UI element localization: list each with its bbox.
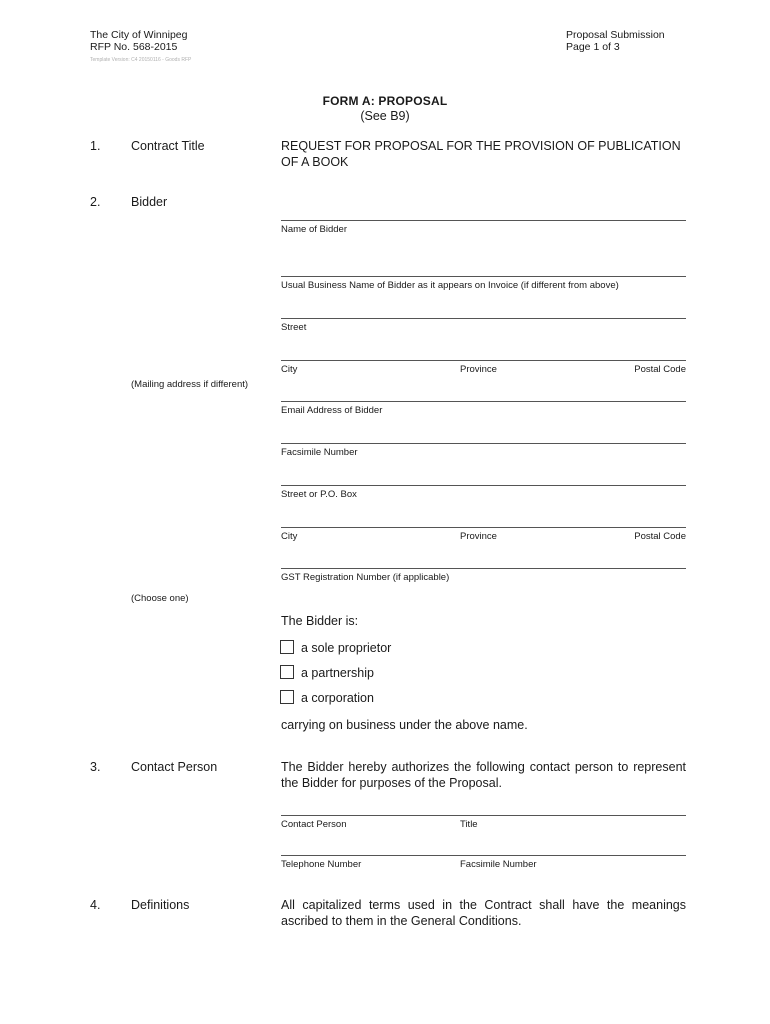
contact-person-description: The Bidder hereby authorizes the following contact person to represent the Bidder for purposes of the Proposal.: [281, 760, 686, 790]
mailing-city-label: City: [281, 531, 298, 542]
section-2-label: Bidder: [131, 195, 168, 209]
form-subtitle: (See B9): [360, 109, 410, 123]
section-3-number: 3.: [90, 760, 101, 774]
contract-title-line-1: REQUEST FOR PROPOSAL FOR THE PROVISION OF PUBLICATION: [281, 139, 681, 153]
city-province-postal-line[interactable]: [281, 360, 686, 361]
facsimile-label: Facsimile Number: [281, 447, 358, 458]
street-po-box-line[interactable]: [281, 485, 686, 486]
street-label: Street: [281, 322, 307, 333]
section-1-label: Contract Title: [131, 139, 205, 153]
corporation-checkbox[interactable]: [280, 690, 294, 704]
mailing-postal-code-label: Postal Code: [634, 531, 686, 542]
mailing-city-province-postal-line[interactable]: [281, 527, 686, 528]
business-name-line[interactable]: [281, 276, 686, 277]
city-label: City: [281, 364, 298, 375]
header-rfp-number: RFP No. 568-2015: [90, 41, 178, 53]
mailing-province-label: Province: [460, 531, 497, 542]
name-of-bidder-line[interactable]: [281, 220, 686, 221]
sole-proprietor-checkbox[interactable]: [280, 640, 294, 654]
title-label: Title: [460, 819, 478, 830]
section-2-number: 2.: [90, 195, 101, 209]
form-title: FORM A: PROPOSAL: [322, 94, 448, 108]
definitions-text: All capitalized terms used in the Contract shall have the meanings ascribed to them in the General Conditions.: [281, 898, 686, 928]
header-org: The City of Winnipeg: [90, 29, 188, 41]
contact-facsimile-label: Facsimile Number: [460, 859, 537, 870]
email-line[interactable]: [281, 401, 686, 402]
partnership-checkbox[interactable]: [280, 665, 294, 679]
section-1-number: 1.: [90, 139, 101, 153]
email-label: Email Address of Bidder: [281, 405, 383, 416]
contact-person-label: Contact Person: [281, 819, 347, 830]
gst-label: GST Registration Number (if applicable): [281, 572, 450, 583]
partnership-label: a partnership: [301, 666, 374, 680]
corporation-label: a corporation: [301, 691, 374, 705]
contact-person-title-line[interactable]: [281, 815, 686, 816]
facsimile-line[interactable]: [281, 443, 686, 444]
postal-code-label: Postal Code: [634, 364, 686, 375]
street-po-box-label: Street or P.O. Box: [281, 489, 357, 500]
contract-title-line-2: OF A BOOK: [281, 155, 349, 169]
province-label: Province: [460, 364, 497, 375]
header-template-version: Template Version: C4 20150116 - Goods RFP: [90, 57, 192, 63]
section-3-label: Contact Person: [131, 760, 218, 774]
section-4-number: 4.: [90, 898, 101, 912]
section-4-label: Definitions: [131, 898, 190, 912]
gst-line[interactable]: [281, 568, 686, 569]
telephone-facsimile-line[interactable]: [281, 855, 686, 856]
telephone-label: Telephone Number: [281, 859, 362, 870]
name-of-bidder-label: Name of Bidder: [281, 224, 348, 235]
bidder-is-heading: The Bidder is:: [281, 614, 359, 628]
header-proposal-submission: Proposal Submission: [566, 29, 665, 41]
street-line[interactable]: [281, 318, 686, 319]
sole-proprietor-label: a sole proprietor: [301, 641, 392, 655]
choose-one-note: (Choose one): [131, 593, 189, 604]
header-page-number: Page 1 of 3: [566, 41, 620, 53]
carrying-on-business-text: carrying on business under the above name.: [281, 718, 528, 732]
mailing-address-note: (Mailing address if different): [131, 379, 249, 390]
business-name-label: Usual Business Name of Bidder as it appears on Invoice (if different from above): [281, 280, 619, 291]
